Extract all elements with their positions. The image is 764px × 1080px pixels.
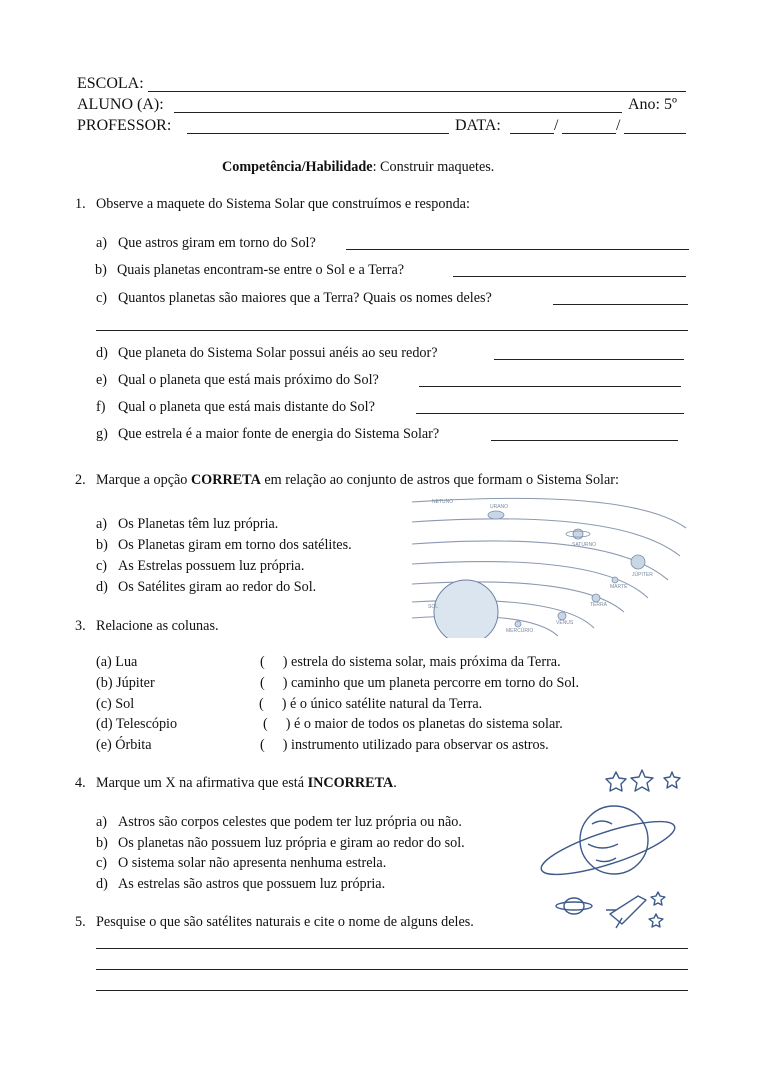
q2-a-text[interactable]: Os Planetas têm luz própria.	[118, 516, 279, 532]
competencia-label: Competência/Habilidade	[222, 159, 373, 175]
q1-g-text: Que estrela é a maior fonte de energia do Sistema Solar?	[118, 426, 440, 442]
q3-right-4: é o maior de todos os planetas do sistema solar.	[294, 716, 563, 732]
paren-close: )	[282, 654, 288, 670]
q4-text-post: .	[393, 775, 397, 791]
q3-left-b: (b) Júpiter	[96, 675, 155, 691]
q1-f-text: Qual o planeta que está mais distante do Sol?	[118, 399, 375, 415]
rocket-icon	[606, 896, 646, 928]
q3-answer-box-2[interactable]	[260, 675, 287, 691]
q1-c-answer-line[interactable]	[553, 304, 688, 305]
q2-d-text[interactable]: Os Satélites giram ao redor do Sol.	[118, 579, 317, 595]
star-icon	[631, 770, 653, 791]
q1-c-text: Quantos planetas são maiores que a Terra? Quais os nomes deles?	[118, 290, 492, 306]
ano-label: Ano: 5º	[628, 96, 677, 113]
label-netuno: NETUNO	[432, 499, 454, 505]
q1-c-answer-line-2[interactable]	[96, 330, 688, 331]
star-icon	[606, 772, 626, 791]
escola-label: ESCOLA:	[77, 75, 144, 92]
q1-d-text: Que planeta do Sistema Solar possui anéis ao seu redor?	[118, 345, 438, 361]
paren-open: (	[260, 737, 265, 753]
q1-b-answer-line[interactable]	[453, 276, 686, 277]
label-venus: VÊNUS	[556, 620, 574, 626]
q1-a-answer-line[interactable]	[346, 249, 689, 250]
space-doodle-illustration	[530, 764, 690, 934]
q5-answer-line-1[interactable]	[96, 948, 688, 949]
data-label: DATA:	[455, 117, 501, 134]
q2-d-letter: d)	[96, 579, 108, 595]
data-month-field[interactable]	[562, 133, 616, 134]
q3-right-1: estrela do sistema solar, mais próxima da Terra.	[291, 654, 561, 670]
q3-right-2: caminho que um planeta percorre em torno do Sol.	[291, 675, 580, 691]
q1-b-letter: b)	[95, 262, 107, 278]
q1-b-text: Quais planetas encontram-se entre o Sol e a Terra?	[117, 262, 405, 278]
q2-text-pre: Marque a opção	[96, 472, 191, 488]
q4-b-letter: b)	[96, 835, 108, 851]
paren-open: (	[259, 696, 264, 712]
paren-open: (	[263, 716, 268, 732]
label-sol: SOL	[428, 604, 439, 610]
label-terra: TERRA	[590, 602, 607, 608]
data-day-field[interactable]	[510, 133, 554, 134]
label-urano: URANO	[490, 504, 509, 510]
q1-f-answer-line[interactable]	[416, 413, 684, 414]
professor-field[interactable]	[187, 133, 449, 134]
q1-d-answer-line[interactable]	[494, 359, 684, 360]
star-icon	[651, 892, 665, 905]
star-icon	[664, 772, 680, 788]
paren-close: )	[282, 737, 288, 753]
q3-row-3	[259, 696, 482, 713]
q3-answer-box-5[interactable]	[260, 737, 287, 753]
q3-row-4	[263, 716, 563, 733]
q3-row-5	[260, 737, 549, 754]
q4-b-text[interactable]: Os planetas não possuem luz própria e giram ao redor do sol.	[118, 835, 465, 851]
q4-text	[96, 775, 397, 792]
q5-number: 5.	[75, 914, 86, 930]
q1-c-letter: c)	[96, 290, 108, 306]
q3-row-1	[260, 654, 561, 671]
q1-e-text: Qual o planeta que está mais próximo do Sol?	[118, 372, 379, 388]
aluno-label: ALUNO (A):	[77, 96, 164, 113]
competencia-text: : Construir maquetes.	[372, 159, 495, 175]
professor-label: PROFESSOR:	[77, 117, 172, 134]
data-year-field[interactable]	[624, 133, 686, 134]
q2-b-letter: b)	[96, 537, 108, 553]
data-slash-1: /	[554, 117, 559, 134]
escola-field[interactable]	[148, 91, 686, 92]
star-icon	[649, 914, 663, 927]
q3-right-3: é o único satélite natural da Terra.	[290, 696, 483, 712]
q1-a-letter: a)	[96, 235, 108, 251]
q2-c-text[interactable]: As Estrelas possuem luz própria.	[118, 558, 305, 574]
sun-icon	[434, 580, 498, 638]
paren-close: )	[285, 716, 291, 732]
solar-system-illustration	[410, 494, 688, 638]
q1-g-answer-line[interactable]	[491, 440, 678, 441]
label-mercurio: MERCÚRIO	[506, 628, 534, 634]
q4-text-pre: Marque um X na afirmativa que está	[96, 775, 308, 791]
label-marte: MARTE	[610, 584, 628, 590]
planet-icon	[580, 806, 648, 874]
q4-d-text[interactable]: As estrelas são astros que possuem luz própria.	[118, 876, 386, 892]
paren-open: (	[260, 675, 265, 691]
data-slash-2: /	[616, 117, 621, 134]
q3-answer-box-3[interactable]	[259, 696, 286, 712]
q3-number: 3.	[75, 618, 86, 634]
q4-c-text[interactable]: O sistema solar não apresenta nenhuma estrela.	[118, 855, 387, 871]
q4-c-letter: c)	[96, 855, 108, 871]
q3-text: Relacione as colunas.	[96, 618, 219, 634]
label-jupiter: JÚPITER	[632, 572, 653, 578]
q1-text: Observe a maquete do Sistema Solar que construímos e responda:	[96, 196, 470, 212]
q4-a-text[interactable]: Astros são corpos celestes que podem ter luz própria ou não.	[118, 814, 462, 830]
q4-text-bold: INCORRETA	[307, 775, 394, 791]
q1-e-answer-line[interactable]	[419, 386, 681, 387]
paren-close: )	[281, 696, 287, 712]
q3-answer-box-1[interactable]	[260, 654, 287, 670]
q1-a-text: Que astros giram em torno do Sol?	[118, 235, 316, 251]
aluno-field[interactable]	[174, 112, 622, 113]
q2-text	[96, 472, 619, 489]
q5-answer-line-3[interactable]	[96, 990, 688, 991]
q2-text-bold: CORRETA	[190, 472, 261, 488]
q4-d-letter: d)	[96, 876, 108, 892]
paren-close: )	[282, 675, 288, 691]
small-planet-icon	[564, 898, 584, 914]
q1-f-letter: f)	[96, 399, 106, 415]
q3-left-c: (c) Sol	[96, 696, 135, 712]
competencia-line	[222, 159, 494, 176]
q2-text-post: em relação ao conjunto de astros que formam o Sistema Solar:	[260, 472, 619, 488]
q3-answer-box-4[interactable]	[263, 716, 290, 732]
q2-number: 2.	[75, 472, 86, 488]
q3-row-2	[260, 675, 579, 692]
paren-open: (	[260, 654, 265, 670]
q2-c-letter: c)	[96, 558, 108, 574]
q2-b-text[interactable]: Os Planetas giram em torno dos satélites.	[118, 537, 352, 553]
q3-left-e: (e) Órbita	[96, 737, 152, 753]
q1-e-letter: e)	[96, 372, 108, 388]
q4-number: 4.	[75, 775, 86, 791]
q1-d-letter: d)	[96, 345, 108, 361]
q5-text: Pesquise o que são satélites naturais e cite o nome de alguns deles.	[96, 914, 474, 930]
q1-g-letter: g)	[96, 426, 108, 442]
q2-a-letter: a)	[96, 516, 108, 532]
q3-left-a: (a) Lua	[96, 654, 138, 670]
q5-answer-line-2[interactable]	[96, 969, 688, 970]
q3-right-5: instrumento utilizado para observar os astros.	[291, 737, 549, 753]
q3-left-d: (d) Telescópio	[96, 716, 178, 732]
label-saturno: SATURNO	[572, 542, 597, 548]
q4-a-letter: a)	[96, 814, 108, 830]
q1-number: 1.	[75, 196, 86, 212]
